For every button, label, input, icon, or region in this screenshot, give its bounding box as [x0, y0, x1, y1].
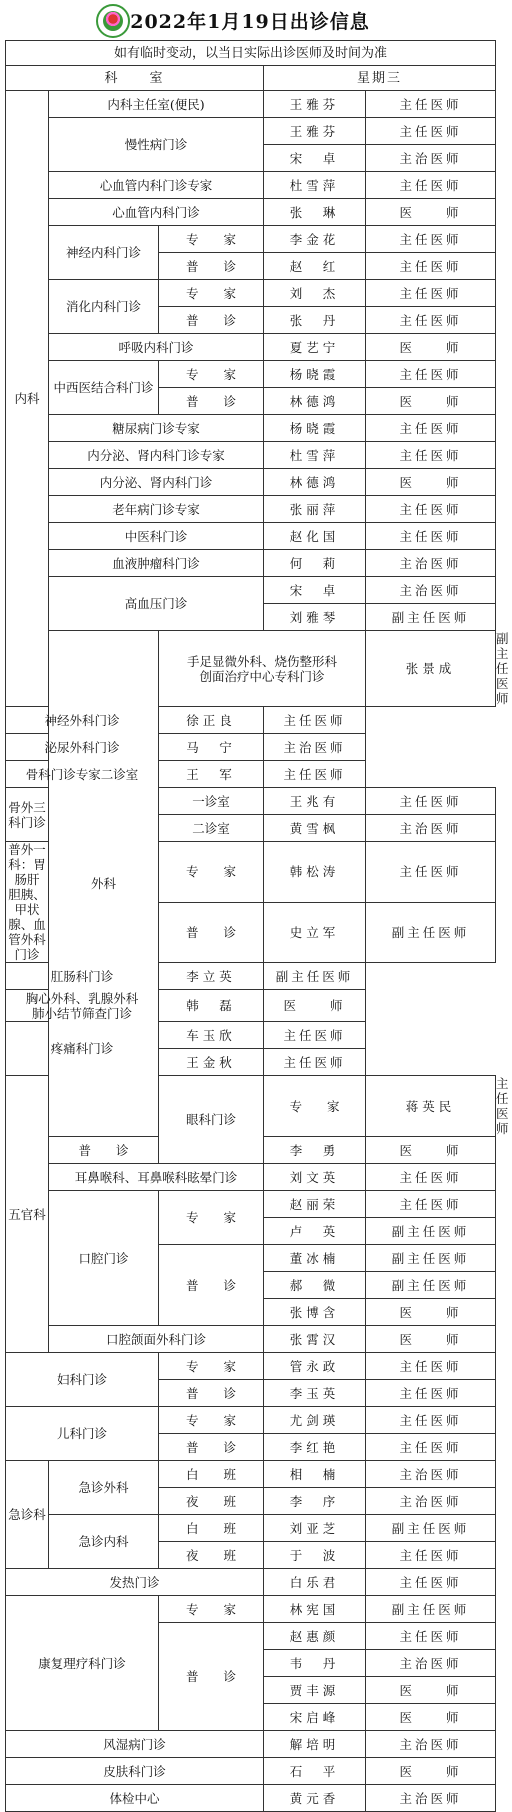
doctor-title: 主任医师	[366, 1407, 496, 1434]
doctor-name: 张 琳	[264, 199, 366, 226]
doctor-name: 韩松涛	[264, 842, 366, 903]
doctor-name: 徐正良	[159, 707, 264, 734]
clinic-name: 心血管内科门诊	[49, 199, 264, 226]
doctor-name: 李立英	[159, 963, 264, 990]
session-type: 普 诊	[49, 1137, 159, 1164]
doctor-name: 王 军	[159, 761, 264, 788]
doctor-name: 刘 杰	[264, 280, 366, 307]
doctor-name: 黄元香	[264, 1785, 366, 1812]
doctor-title: 主任医师	[366, 1623, 496, 1650]
doctor-name: 韩 磊	[159, 990, 264, 1022]
session-type: 普 诊	[159, 253, 264, 280]
doctor-title: 副主任医师	[366, 1218, 496, 1245]
clinic-name: 高血压门诊	[49, 577, 264, 631]
doctor-title: 主任医师	[366, 1434, 496, 1461]
doctor-name: 董冰楠	[264, 1245, 366, 1272]
doctor-title: 主任医师	[366, 226, 496, 253]
doctor-title: 副主任医师	[366, 1515, 496, 1542]
doctor-name: 赵惠颜	[264, 1623, 366, 1650]
clinic-name: 泌尿外科门诊	[6, 734, 159, 761]
session-type: 专 家	[159, 280, 264, 307]
doctor-title: 主任医师	[366, 442, 496, 469]
doctor-name: 王雅芬	[264, 91, 366, 118]
clinic-name: 内分泌、肾内科门诊	[49, 469, 264, 496]
doctor-name: 赵化国	[264, 523, 366, 550]
doctor-name: 林宪国	[264, 1596, 366, 1623]
clinic-name: 糖尿病门诊专家	[49, 415, 264, 442]
doctor-name: 夏艺宁	[264, 334, 366, 361]
doctor-name: 张丽萍	[264, 496, 366, 523]
doctor-title: 主任医师	[366, 1542, 496, 1569]
doctor-title: 主任医师	[366, 1569, 496, 1596]
doctor-name: 刘亚芝	[264, 1515, 366, 1542]
notice-text: 如有临时变动，以当日实际出诊医师及时间为准	[6, 41, 496, 66]
clinic-name: 急诊内科	[49, 1515, 159, 1569]
session-type: 专 家	[264, 1076, 366, 1137]
doctor-title: 副主任医师	[366, 1272, 496, 1299]
doctor-title: 副主任医师	[366, 1245, 496, 1272]
doctor-name: 张霄汉	[264, 1326, 366, 1353]
clinic-name: 手足显微外科、烧伤整形科 创面治疗中心专科门诊	[159, 631, 366, 707]
doctor-title: 医 师	[366, 1326, 496, 1353]
doctor-name: 蒋英民	[366, 1076, 496, 1137]
doctor-name: 林德鸿	[264, 469, 366, 496]
doctor-title: 医 师	[366, 334, 496, 361]
doctor-name: 赵丽荣	[264, 1191, 366, 1218]
clinic-name: 呼吸内科门诊	[49, 334, 264, 361]
doctor-name: 马 宁	[159, 734, 264, 761]
doctor-name: 李玉英	[264, 1380, 366, 1407]
doctor-title: 主任医师	[366, 842, 496, 903]
doctor-title: 主任医师	[264, 707, 366, 734]
doctor-name: 李 序	[264, 1488, 366, 1515]
clinic-name: 胸心外科、乳腺外科 肺小结节筛查门诊	[6, 990, 159, 1022]
doctor-name: 解培明	[264, 1731, 366, 1758]
doctor-title: 医 师	[366, 469, 496, 496]
session-type: 专 家	[159, 226, 264, 253]
clinic-name: 眼科门诊	[159, 1076, 264, 1164]
doctor-title: 主任医师	[264, 1049, 366, 1076]
clinic-name: 心血管内科门诊专家	[49, 172, 264, 199]
doctor-title: 主治医师	[264, 734, 366, 761]
day-header: 星期三	[264, 66, 496, 91]
session-type: 普 诊	[159, 1434, 264, 1461]
dept-header: 科 室	[6, 66, 264, 91]
room-label: 一诊室	[159, 788, 264, 815]
doctor-name: 宋启峰	[264, 1704, 366, 1731]
clinic-name: 慢性病门诊	[49, 118, 264, 172]
clinic-name: 妇科门诊	[6, 1353, 159, 1407]
doctor-title: 主治医师	[366, 1488, 496, 1515]
clinic-name: 骨外三科门诊	[6, 788, 49, 842]
session-type: 专 家	[159, 361, 264, 388]
category-jizhen: 急诊科	[6, 1461, 49, 1569]
clinic-name: 老年病门诊专家	[49, 496, 264, 523]
doctor-name: 张景成	[366, 631, 496, 707]
doctor-name: 刘雅琴	[264, 604, 366, 631]
session-type: 专 家	[159, 1353, 264, 1380]
doctor-title: 主治医师	[366, 1650, 496, 1677]
doctor-name: 何 莉	[264, 550, 366, 577]
doctor-name: 张 丹	[264, 307, 366, 334]
session-type: 普 诊	[159, 1245, 264, 1326]
doctor-title: 主任医师	[366, 1164, 496, 1191]
doctor-title: 主任医师	[366, 91, 496, 118]
doctor-name: 杜雪萍	[264, 442, 366, 469]
session-type: 普 诊	[159, 1623, 264, 1731]
doctor-title: 主任医师	[366, 788, 496, 815]
category-neike: 内科	[6, 91, 49, 707]
clinic-name: 康复理疗科门诊	[6, 1596, 159, 1731]
room-label: 二诊室	[159, 815, 264, 842]
doctor-title: 医 师	[366, 1677, 496, 1704]
doctor-title: 主任医师	[366, 523, 496, 550]
doctor-name: 韦 丹	[264, 1650, 366, 1677]
doctor-name: 李红艳	[264, 1434, 366, 1461]
clinic-name: 普外一科：胃肠肝 胆胰、甲状腺、血 管外科门诊	[6, 842, 49, 963]
clinic-name: 口腔颌面外科门诊	[49, 1326, 264, 1353]
schedule-table: 如有临时变动，以当日实际出诊医师及时间为准 科 室 星期三 内科 内科主任室(便民) 王雅芬 主任医师 慢性病门诊 王雅芬 主任医师 宋 卓 主治医师 心血管内科门诊专家 杜雪萍 主任医师 心血管内科门诊 张 琳 医 师 神经内科门诊 专 家 李金花 主任医师 普 诊 赵 红 主任医师 消化内科门诊 专 家 刘 杰 主任医师 普 诊 张 丹 主任医师 呼吸内科门诊 夏艺宁 医 师 中西医结合科门诊 专 家 杨晓霞 主任医师 普 诊 林德鸿 医 师 糖尿病门诊专家 杨晓霞 主任医师 内分泌、肾内科门诊专家 杜雪萍 主任医师 内分泌、肾内科门诊 林德鸿 医 师 老年病门诊专家 张丽萍 主任医师 中医科门诊 赵化国 主任医师 血液肿瘤科门诊 何 莉 主治医师 高血压门诊 宋 卓 主治医师 刘雅琴 副主任医师 外科 手足显微外科、烧伤整形科 创面治疗中心专科门诊 张景成 副主任医师 神经外科门诊 徐正良 主任医师 泌尿外科门诊 马 宁 主治医师 骨科门诊专家二诊室 王 军 主任医师 骨外三科门诊 一诊室 王兆有 主任医师 二诊室 黄雪枫 主治医师 普外一科：胃肠肝 胆胰、甲状腺、血 管外科门诊 专 家 韩松涛 主任医师 普 诊 史立军 副主任医师 肛肠科门诊 李立英 副主任医师 胸心外科、乳腺外科 肺小结节筛查门诊 韩 磊 医 师 疼痛科门诊 车玉欣 主任医师 王金秋 主任医师 五官科 眼科门诊 专 家 蒋英民 主任医师 普 诊 李 勇 医 师 耳鼻喉科、耳鼻喉科眩晕门诊 刘文英 主任医师 口腔门诊 专 家 赵丽荣 主任医师 卢 英 副主任医师 普 诊 董冰楠 副主任医师 郝 微 副主任医师 张博含 医 师 口腔颌面外科门诊 张霄汉 医 师 妇科门诊 专 家 管永政 主任医师 普 诊 李玉英 主任医师 儿科门诊 专 家 尤剑瑛 主任医师 普 诊 李红艳 主任医师 急诊科 急诊外科 白 班 相 楠 主治医师 夜 班 李 序 主治医师 急诊内科 白 班 刘亚芝 副主任医师 夜 班 于 波 主任医师 发热门诊 白乐君 主任医师 康复理疗科门诊 专 家 林宪国 副主任医师 普 诊 赵惠颜 主任医师 韦 丹 主治医师 贾丰源 医 师 宋启峰 医 师 风湿病门诊 解培明 主治医师 皮肤科门诊 石 平 医 师 体检中心 黄元香 主治医师	[5, 40, 496, 1812]
clinic-name: 体检中心	[6, 1785, 264, 1812]
doctor-title: 主治医师	[366, 577, 496, 604]
session-type: 专 家	[159, 1407, 264, 1434]
clinic-name: 内分泌、肾内科门诊专家	[49, 442, 264, 469]
clinic-name: 发热门诊	[6, 1569, 264, 1596]
hospital-logo-icon	[96, 4, 130, 38]
clinic-name: 神经内科门诊	[49, 226, 159, 280]
doctor-name: 林德鸿	[264, 388, 366, 415]
clinic-name: 皮肤科门诊	[6, 1758, 264, 1785]
doctor-title: 主任医师	[366, 1353, 496, 1380]
doctor-name: 赵 红	[264, 253, 366, 280]
doctor-title: 主任医师	[366, 496, 496, 523]
shift-type: 夜 班	[159, 1488, 264, 1515]
doctor-name: 刘文英	[264, 1164, 366, 1191]
doctor-title: 主治医师	[366, 1461, 496, 1488]
doctor-title: 主任医师	[366, 415, 496, 442]
clinic-name: 疼痛科门诊	[6, 1022, 159, 1076]
clinic-name: 消化内科门诊	[49, 280, 159, 334]
doctor-name: 宋 卓	[264, 145, 366, 172]
doctor-name: 贾丰源	[264, 1677, 366, 1704]
clinic-name: 耳鼻喉科、耳鼻喉科眩晕门诊	[49, 1164, 264, 1191]
doctor-title: 主任医师	[366, 361, 496, 388]
clinic-name: 内科主任室(便民)	[49, 91, 264, 118]
shift-type: 白 班	[159, 1461, 264, 1488]
doctor-title: 医 师	[366, 388, 496, 415]
clinic-name: 血液肿瘤科门诊	[49, 550, 264, 577]
doctor-title: 副主任医师	[366, 1596, 496, 1623]
doctor-title: 主任医师	[366, 172, 496, 199]
doctor-title: 医 师	[366, 1137, 496, 1164]
doctor-name: 于 波	[264, 1542, 366, 1569]
doctor-name: 石 平	[264, 1758, 366, 1785]
page-header	[0, 0, 500, 40]
doctor-title: 主任医师	[366, 280, 496, 307]
doctor-name: 杨晓霞	[264, 361, 366, 388]
doctor-title: 主任医师	[366, 307, 496, 334]
doctor-title: 医 师	[264, 990, 366, 1022]
doctor-title: 副主任医师	[366, 902, 496, 963]
doctor-name: 尤剑瑛	[264, 1407, 366, 1434]
clinic-name: 口腔门诊	[49, 1191, 159, 1326]
doctor-name: 郝 微	[264, 1272, 366, 1299]
doctor-title: 主任医师	[366, 253, 496, 280]
clinic-name: 急诊外科	[49, 1461, 159, 1515]
category-wuguan: 五官科	[6, 1076, 49, 1353]
doctor-name: 黄雪枫	[264, 815, 366, 842]
clinic-name: 肛肠科门诊	[6, 963, 159, 990]
session-type: 普 诊	[159, 1380, 264, 1407]
doctor-title: 主治医师	[366, 145, 496, 172]
doctor-name: 卢 英	[264, 1218, 366, 1245]
doctor-title: 医 师	[366, 1758, 496, 1785]
doctor-name: 张博含	[264, 1299, 366, 1326]
doctor-name: 宋 卓	[264, 577, 366, 604]
doctor-title: 主治医师	[366, 1785, 496, 1812]
shift-type: 夜 班	[159, 1542, 264, 1569]
doctor-title: 主任医师	[366, 1380, 496, 1407]
session-type: 专 家	[159, 842, 264, 903]
doctor-title: 医 师	[366, 199, 496, 226]
doctor-name: 管永政	[264, 1353, 366, 1380]
doctor-title: 主任医师	[366, 1191, 496, 1218]
shift-type: 白 班	[159, 1515, 264, 1542]
category-waike: 外科	[49, 631, 159, 1137]
clinic-name: 风湿病门诊	[6, 1731, 264, 1758]
doctor-name: 王金秋	[159, 1049, 264, 1076]
doctor-name: 杜雪萍	[264, 172, 366, 199]
page-title: 2022年1月19日出诊信息	[130, 10, 370, 33]
doctor-name: 王兆有	[264, 788, 366, 815]
doctor-name: 史立军	[264, 902, 366, 963]
doctor-name: 车玉欣	[159, 1022, 264, 1049]
clinic-name: 儿科门诊	[6, 1407, 159, 1461]
session-type: 专 家	[159, 1596, 264, 1623]
session-type: 普 诊	[159, 388, 264, 415]
clinic-name: 骨科门诊专家二诊室	[6, 761, 159, 788]
clinic-name: 中西医结合科门诊	[49, 361, 159, 415]
doctor-title: 副主任医师	[366, 604, 496, 631]
doctor-title: 主治医师	[366, 550, 496, 577]
session-type: 专 家	[159, 1191, 264, 1245]
session-type: 普 诊	[159, 307, 264, 334]
doctor-title: 主任医师	[264, 1022, 366, 1049]
clinic-name: 神经外科门诊	[6, 707, 159, 734]
doctor-title: 主治医师	[366, 815, 496, 842]
doctor-title: 医 师	[366, 1299, 496, 1326]
doctor-name: 李金花	[264, 226, 366, 253]
doctor-name: 王雅芬	[264, 118, 366, 145]
doctor-name: 李 勇	[264, 1137, 366, 1164]
doctor-title: 副主任医师	[264, 963, 366, 990]
doctor-name: 杨晓霞	[264, 415, 366, 442]
doctor-title: 主任医师	[264, 761, 366, 788]
session-type: 普 诊	[159, 902, 264, 963]
doctor-name: 白乐君	[264, 1569, 366, 1596]
doctor-name: 相 楠	[264, 1461, 366, 1488]
doctor-title: 主任医师	[366, 118, 496, 145]
clinic-name: 中医科门诊	[49, 523, 264, 550]
doctor-title: 主治医师	[366, 1731, 496, 1758]
doctor-title: 医 师	[366, 1704, 496, 1731]
